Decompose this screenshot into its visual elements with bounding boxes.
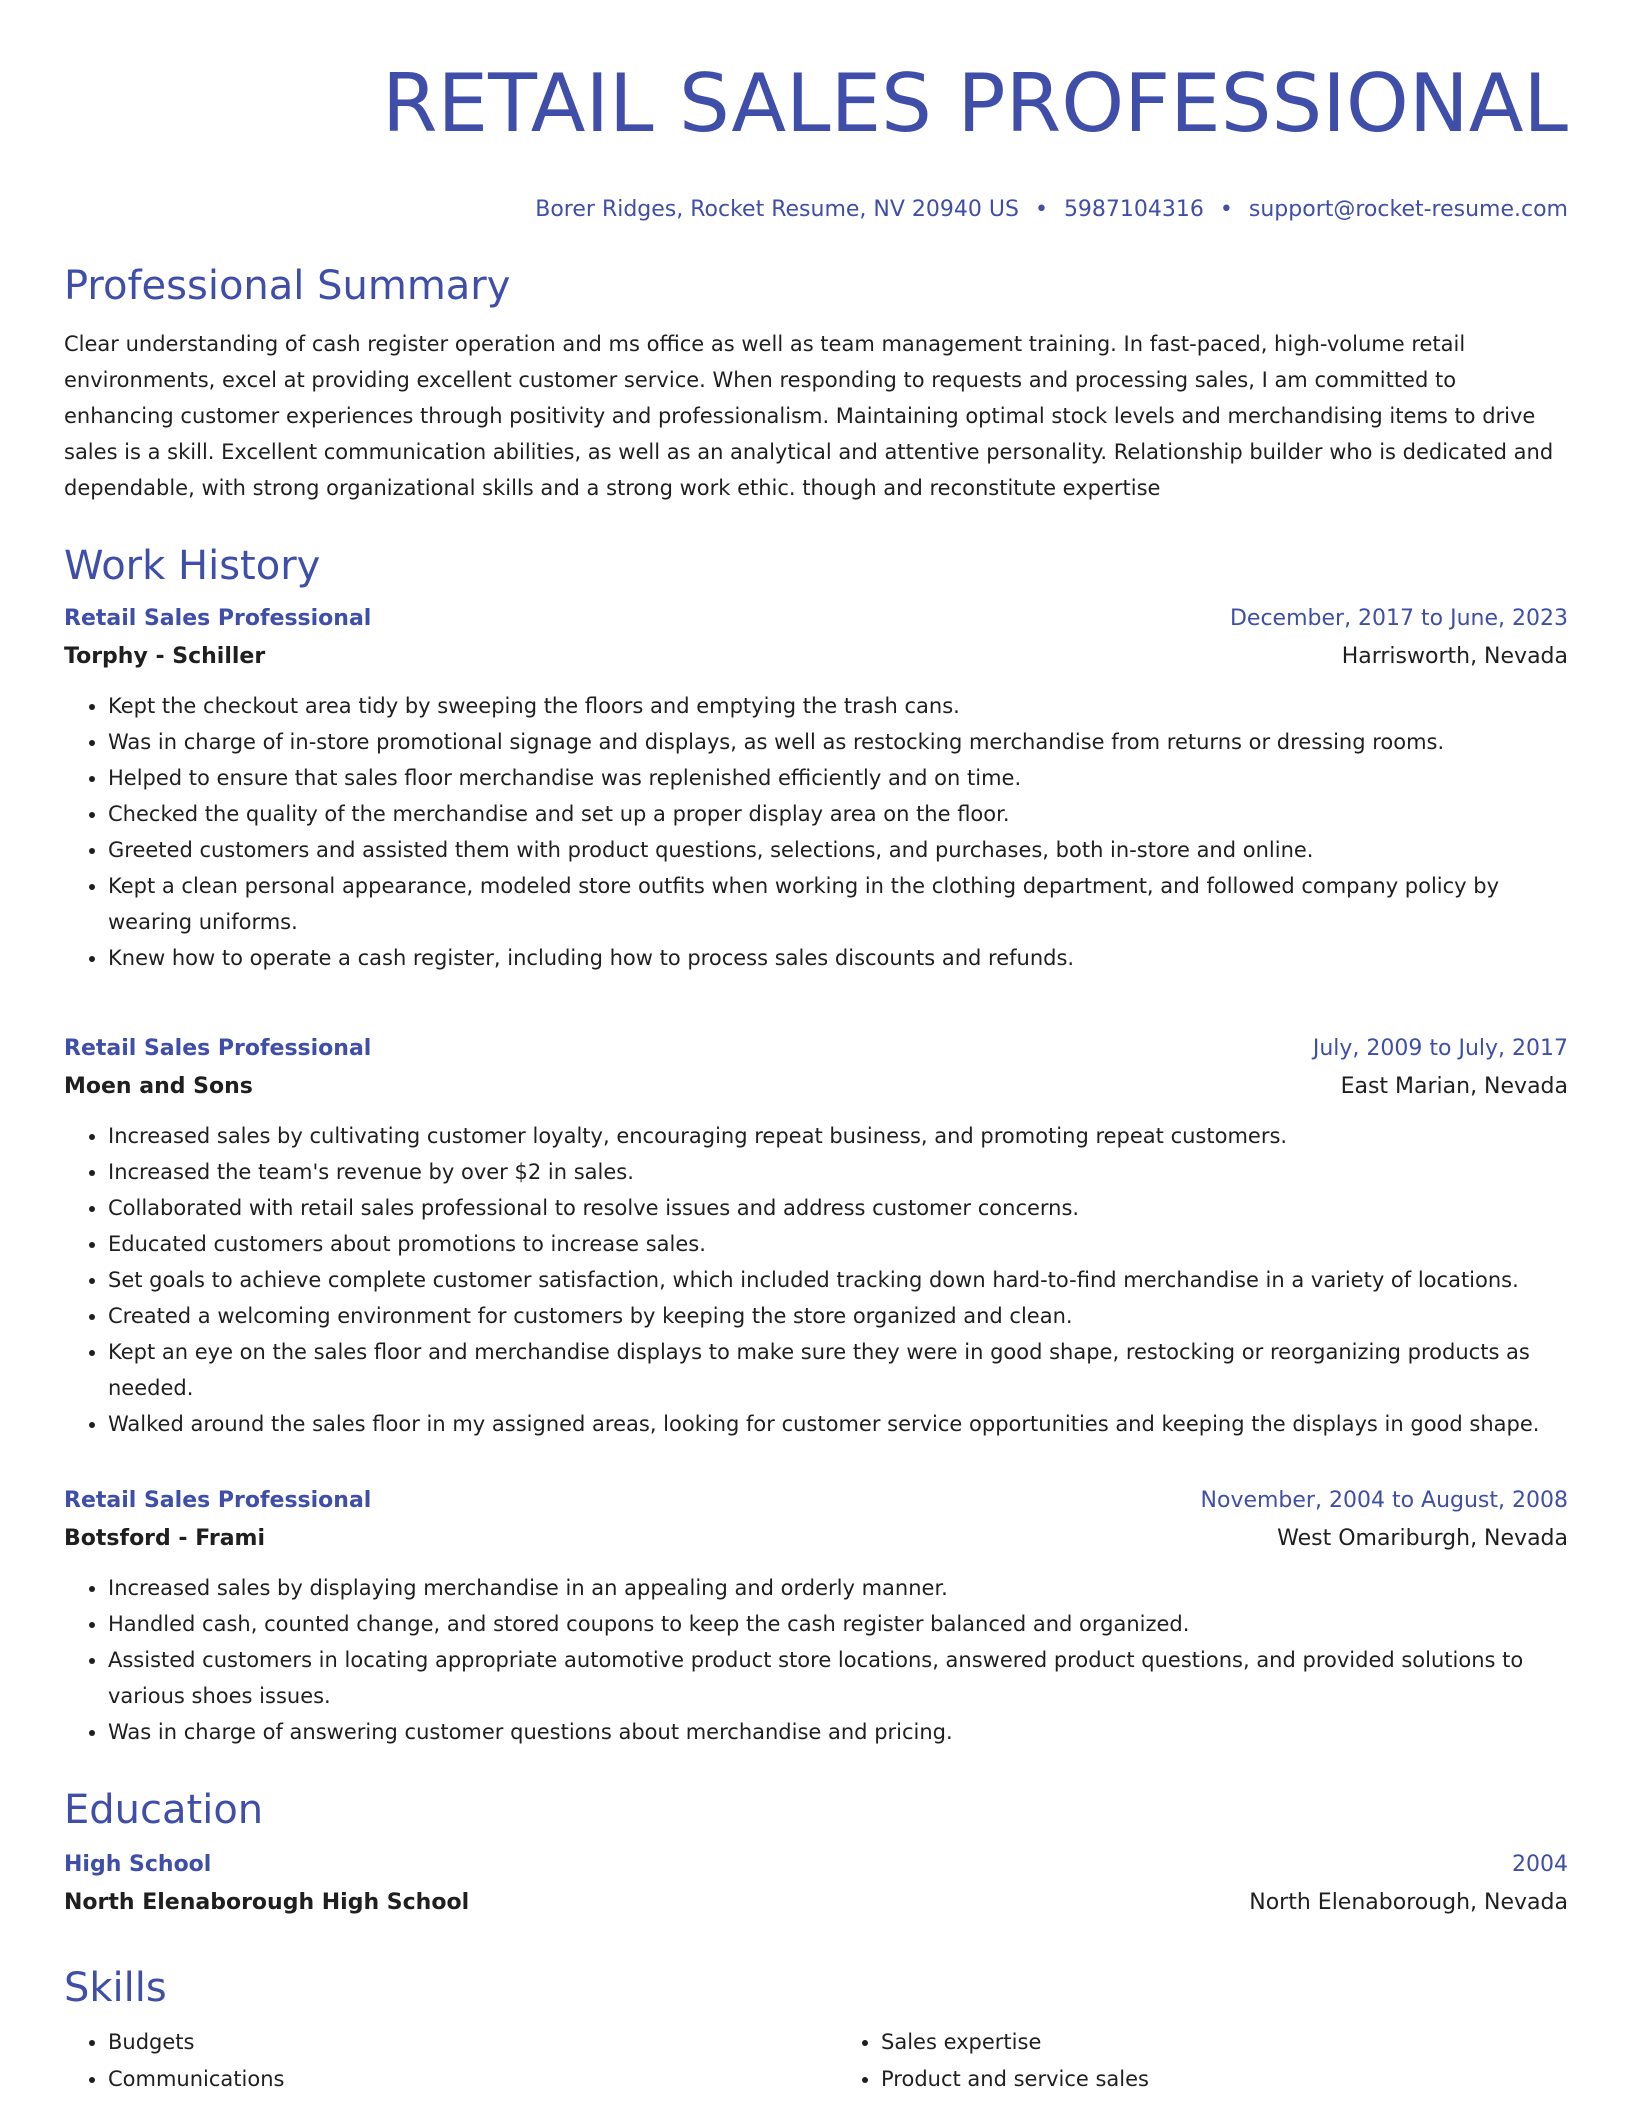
job-bullets	[64, 1570, 1568, 1750]
education-school-row	[64, 1884, 1568, 1922]
list-item: • Kept the checkout area tidy by sweeping the floors and emptying the trash cans.	[108, 688, 1568, 724]
job-title: Retail Sales Professional	[64, 606, 372, 631]
list-item: • Handled cash, counted change, and stored coupons to keep the cash register balanced and organized.	[108, 1606, 1568, 1642]
list-item: • Was in charge of in-store promotional signage and displays, as well as restocking merchandise from returns or dressing rooms.	[108, 724, 1568, 760]
job-dates: July, 2009 to July, 2017	[1312, 1036, 1568, 1061]
list-item: • Collaborated with retail sales professional to resolve issues and address customer concerns.	[108, 1190, 1568, 1226]
job-location: West Omariburgh, Nevada	[1277, 1526, 1568, 1551]
job-title: Retail Sales Professional	[64, 1488, 372, 1513]
job-company: Botsford - Frami	[64, 1526, 266, 1551]
list-item: • Product and service sales	[881, 2061, 1568, 2098]
list-item: • Educated customers about promotions to increase sales.	[108, 1226, 1568, 1262]
job-header-row	[64, 600, 1568, 638]
education-section	[64, 1786, 1568, 1922]
job-entry	[64, 600, 1568, 976]
resume-page	[64, 0, 1568, 2091]
summary-text: Clear understanding of cash register operation and ms office as well as team management training. In fast-paced, high-volume retail environments, excel at providing excellent customer service. When responding to requests and processing sales, I am committed to enhancing customer experiences through positivity and professionalism. Maintaining optimal stock levels and merchandising items to drive sales is a skill. Excellent communication abilities, as well as an analytical and attentive personality. Relationship builder who is dedicated and dependable, with strong organizational skills and a strong work ethic. though and reconstitute expertise	[64, 332, 1554, 500]
job-title: Retail Sales Professional	[64, 1036, 372, 1061]
list-item: • Assisted customers in locating appropriate automotive product store locations, answered product questions, and provided solutions to various shoes issues.	[108, 1642, 1568, 1714]
job-header-row	[64, 1482, 1568, 1520]
section-title-skills: Skills	[64, 1965, 167, 2011]
contact-separator: •	[1034, 197, 1048, 222]
job-header-row	[64, 1030, 1568, 1068]
job-location: Harrisworth, Nevada	[1341, 644, 1568, 669]
contact-line	[64, 196, 1568, 224]
section-title-summary: Professional Summary	[64, 263, 511, 309]
job-company-row	[64, 638, 1568, 676]
list-item: • Increased sales by displaying merchandise in an appealing and orderly manner.	[108, 1570, 1568, 1606]
list-item: • Budgets	[108, 2024, 795, 2061]
job-company: Torphy - Schiller	[64, 644, 266, 669]
job-entry	[64, 1030, 1568, 1442]
job-entry	[64, 1482, 1568, 1750]
job-bullets	[64, 688, 1568, 976]
education-header-row	[64, 1846, 1568, 1884]
list-item: • Set goals to achieve complete customer satisfaction, which included tracking down hard-to-find merchandise in a variety of locations.	[108, 1262, 1568, 1298]
skills-section	[64, 1964, 1568, 2098]
list-item: • Kept an eye on the sales floor and merchandise displays to make sure they were in good shape, restocking or reorganizing products as needed.	[108, 1334, 1568, 1406]
job-company-row	[64, 1068, 1568, 1106]
education-degree: High School	[64, 1852, 212, 1877]
skills-columns	[64, 2024, 1568, 2098]
contact-phone: 5987104316	[1063, 197, 1204, 222]
skills-list-right	[837, 2024, 1568, 2098]
education-year: 2004	[1512, 1852, 1568, 1877]
contact-separator: •	[1219, 197, 1233, 222]
summary-section	[64, 262, 1568, 506]
list-item: • Kept a clean personal appearance, modeled store outfits when working in the clothing department, and followed company policy by wearing uniforms.	[108, 868, 1568, 940]
list-item: • Communications	[108, 2061, 795, 2098]
list-item: • Sales expertise	[881, 2024, 1568, 2061]
list-item: • Checked the quality of the merchandise and set up a proper display area on the floor.	[108, 796, 1568, 832]
job-dates: November, 2004 to August, 2008	[1200, 1488, 1568, 1513]
contact-email[interactable]: support@rocket-resume.com	[1248, 197, 1568, 222]
list-item: • Walked around the sales floor in my assigned areas, looking for customer service opportunities and keeping the displays in good shape.	[108, 1406, 1568, 1442]
contact-address: Borer Ridges, Rocket Resume, NV 20940 US	[535, 197, 1019, 222]
resume-header	[64, 0, 1568, 224]
education-location: North Elenaborough, Nevada	[1249, 1890, 1568, 1915]
education-school: North Elenaborough High School	[64, 1890, 470, 1915]
candidate-name: RETAIL SALES PROFESSIONAL	[381, 57, 1568, 150]
job-company-row	[64, 1520, 1568, 1558]
skills-list-left	[64, 2024, 795, 2098]
work-history-section	[64, 542, 1568, 1744]
list-item: • Helped to ensure that sales floor merchandise was replenished efficiently and on time.	[108, 760, 1568, 796]
job-company: Moen and Sons	[64, 1074, 253, 1099]
job-bullets	[64, 1118, 1568, 1442]
list-item: • Increased the team's revenue by over $2 in sales.	[108, 1154, 1568, 1190]
list-item: • Knew how to operate a cash register, including how to process sales discounts and refunds.	[108, 940, 1568, 976]
list-item: • Greeted customers and assisted them with product questions, selections, and purchases, both in-store and online.	[108, 832, 1568, 868]
list-item: • Was in charge of answering customer questions about merchandise and pricing.	[108, 1714, 1568, 1750]
job-location: East Marian, Nevada	[1340, 1074, 1568, 1099]
list-item: • Increased sales by cultivating customer loyalty, encouraging repeat business, and promoting repeat customers.	[108, 1118, 1568, 1154]
section-title-education: Education	[64, 1787, 264, 1833]
job-dates: December, 2017 to June, 2023	[1229, 606, 1568, 631]
list-item: • Created a welcoming environment for customers by keeping the store organized and clean.	[108, 1298, 1568, 1334]
section-title-work-history: Work History	[64, 543, 321, 589]
